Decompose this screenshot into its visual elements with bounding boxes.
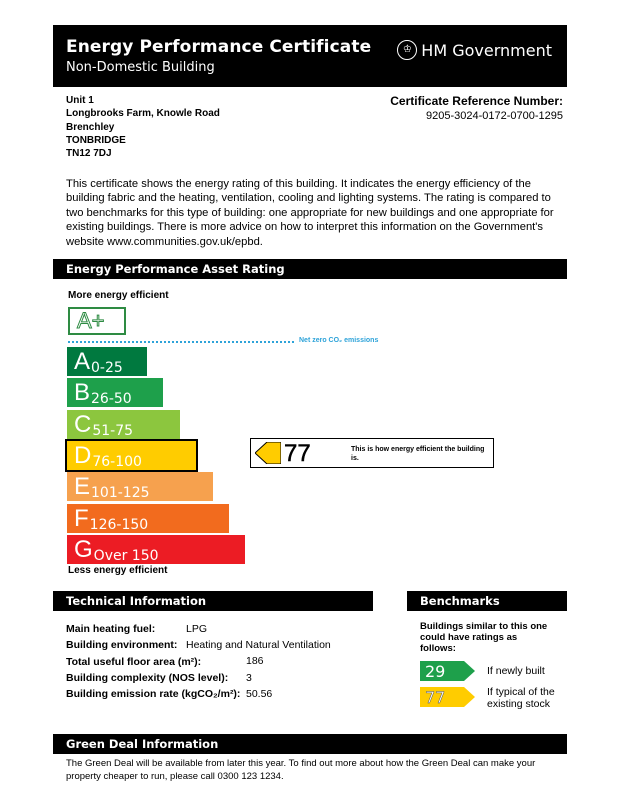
address-line: TONBRIDGE [66,134,126,146]
address-line: TN12 7DJ [66,148,112,160]
rating-pointer-icon [255,442,281,464]
tech-key: Total useful floor area (m²): [66,656,202,668]
benchmark-new-arrow [420,661,476,681]
benchmark-existing-arrow [420,687,476,707]
rating-band-a [67,347,147,376]
hm-government-logo [397,40,552,60]
band-letter: A [74,348,91,375]
green-deal-heading: Green Deal Information [53,734,567,754]
rating-band-c [67,410,180,439]
tech-value: 3 [246,672,252,684]
technical-info-heading: Technical Information [53,591,373,611]
less-efficient-label: Less energy efficient [68,565,168,576]
tech-key: Building complexity (NOS level): [66,672,229,684]
tech-key: Building environment: [66,639,178,651]
tech-value: 186 [246,655,264,667]
benchmarks-heading: Benchmarks [407,591,567,611]
address-line: Brenchley [66,121,115,133]
document-subtitle: Non-Domestic Building [66,60,215,75]
address-line: Longbrooks Farm, Knowle Road [66,108,220,120]
band-letter: C [74,411,92,438]
net-zero-divider [68,341,294,343]
rating-band-e [67,472,213,501]
tech-row-heating-fuel [66,623,155,635]
a-plus-band: A+ [68,307,126,335]
tech-value: LPG [186,623,208,635]
property-address [66,94,220,160]
band-letter: F [74,505,89,532]
tech-value: 50.56 [246,688,273,700]
net-zero-label: Net zero CO₂ emissions [299,337,379,344]
intro-paragraph: This certificate shows the energy rating of this building. It indicates the energy efficiency of the building fabric and the heating, ventilation, cooling and lighting systems. The rating is compared to two benchmarks for this type of building: one appropriate for new buildings and one appropriate for existing buildings. There is more advice on how to interpret this information on the Government's website www.communities.gov.uk/epbd. [66,178,554,248]
benchmark-existing-label: If typical of the existing stock [487,686,555,710]
rating-value: 77 [284,440,311,467]
rating-band-g [67,535,245,564]
royal-crest-icon: ♔ [397,40,417,60]
band-range: 76-100 [92,453,142,470]
rating-band-b [67,378,163,407]
tech-row-environment [66,639,177,651]
band-letter: B [74,379,91,406]
rating-band-f [67,504,229,533]
benchmark-new-value: 29 [425,662,446,681]
tech-row-emission-rate [66,688,240,700]
brand-name: HM Government [421,40,552,60]
certificate-ref-label: Certificate Reference Number: [390,94,563,108]
band-range: 26-50 [91,390,132,407]
more-efficient-label: More energy efficient [68,290,169,301]
tech-value: Heating and Natural Ventilation [186,639,331,651]
document-title: Energy Performance Certificate [66,37,372,57]
tech-row-complexity [66,672,228,684]
address-line: Unit 1 [66,95,94,106]
rating-band-d [67,441,196,470]
tech-key: Main heating fuel: [66,623,156,635]
certificate-ref-number: 9205-3024-0172-0700-1295 [425,110,563,122]
header-banner [53,25,567,87]
band-range: Over 150 [93,547,159,564]
current-rating-indicator [250,438,494,468]
green-deal-text: The Green Deal will be available from later this year. To find out more about how the Green Deal can make your property cheaper to run, please call 0300 123 1234. [66,758,536,782]
asset-rating-heading: Energy Performance Asset Rating [53,259,567,279]
tech-row-floor-area [66,656,201,668]
band-range: 126-150 [89,516,149,533]
band-letter: G [74,536,93,563]
band-range: 101-125 [91,484,150,501]
benchmarks-intro: Buildings similar to this one could have ratings as follows: [420,621,548,654]
band-letter: D [74,442,92,469]
tech-key: Building emission rate (kgCO₂/m²): [66,688,241,700]
benchmark-new-label: If newly built [487,665,545,677]
band-range: 0-25 [91,359,123,376]
rating-description: This is how energy efficient the building is. [351,446,485,462]
band-letter: E [74,473,91,500]
band-range: 51-75 [92,422,134,439]
benchmark-existing-value: 77 [425,688,446,707]
